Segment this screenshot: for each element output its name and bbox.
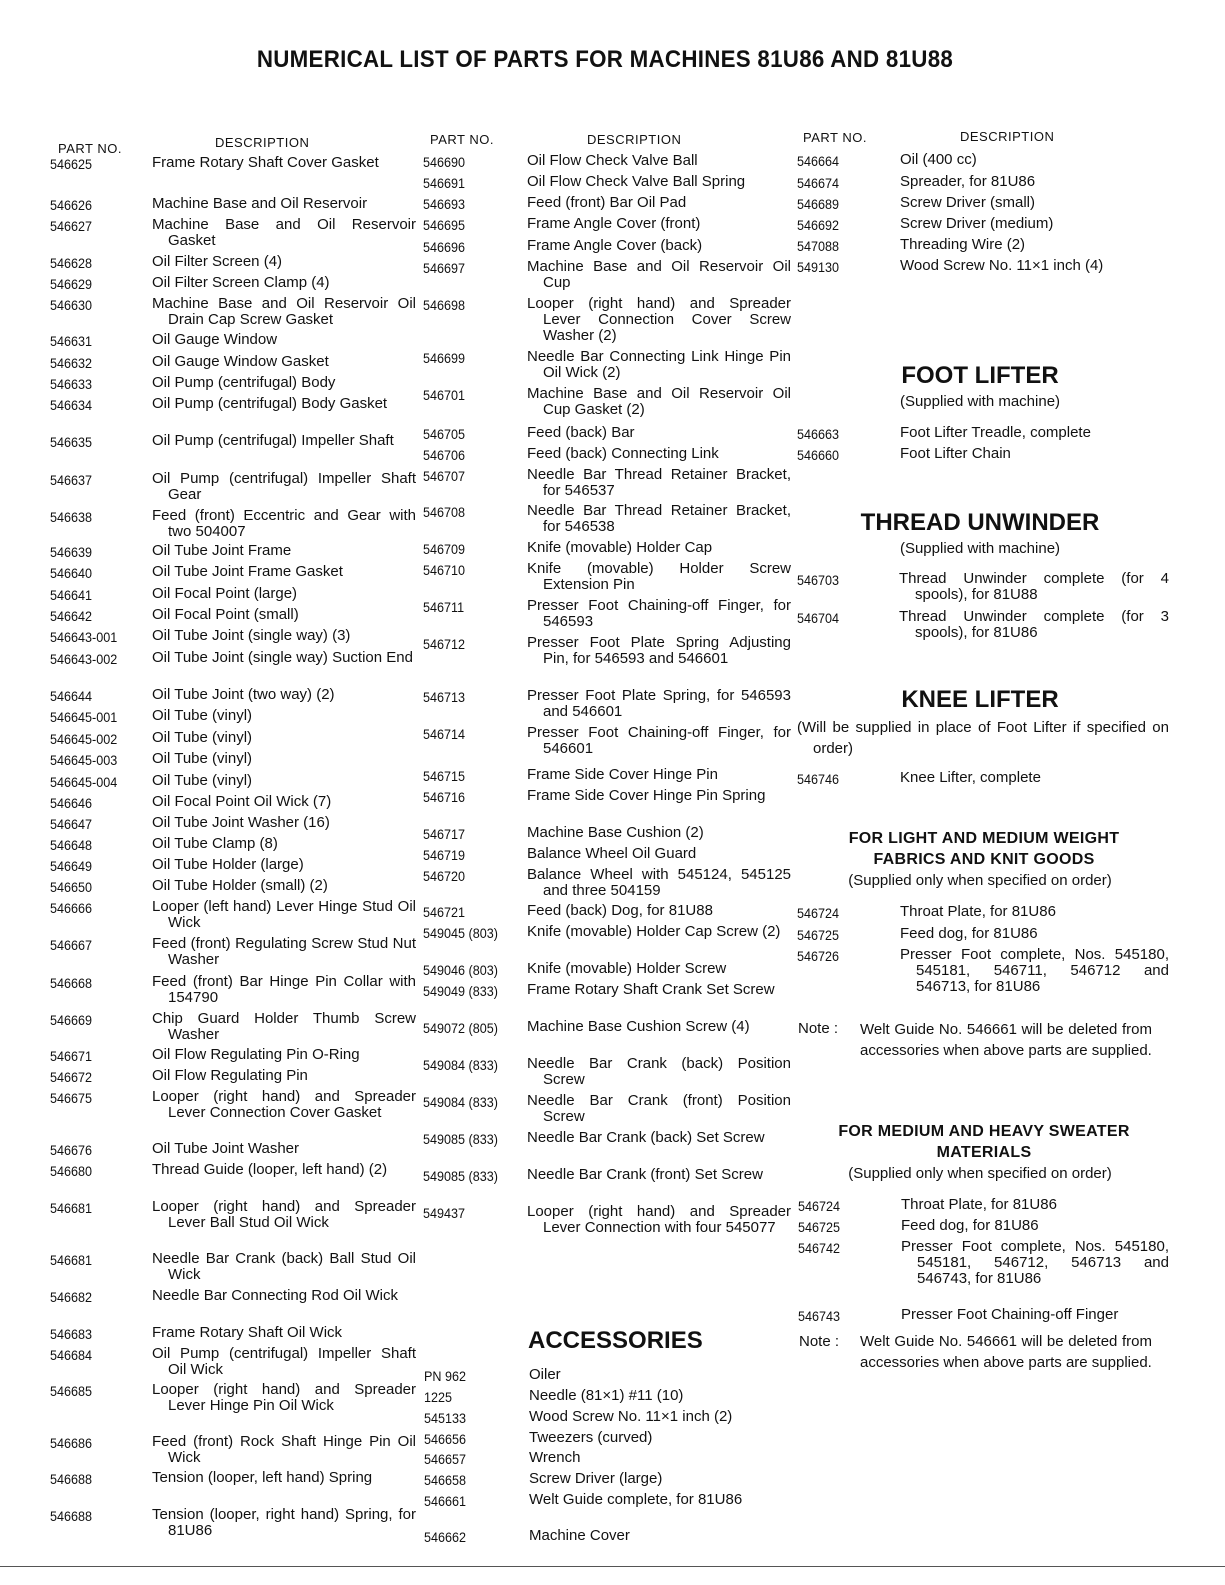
- part-number: 546661: [424, 1493, 467, 1509]
- part-description: Feed (back) Connecting Link: [527, 445, 719, 462]
- light-medium-heading-2: FABRICS AND KNIT GOODS: [873, 851, 1095, 868]
- part-number: 546631: [50, 333, 93, 349]
- part-description: Foot Lifter Treadle, complete: [900, 424, 1091, 441]
- part-number: 546637: [50, 472, 93, 488]
- part-number: PN 962: [424, 1368, 467, 1384]
- part-number: 546724: [798, 1198, 841, 1214]
- part-description: Spreader, for 81U86: [900, 173, 1036, 190]
- page-bottom-rule: [0, 1566, 1225, 1567]
- col3-partno-header: PART NO.: [803, 130, 867, 145]
- part-description: Looper (right hand) and Spreader Lever Connection Cover Screw Washer (2): [527, 295, 791, 344]
- part-number: 546671: [50, 1048, 93, 1064]
- sweater-sub: (Supplied only when specified on order): [848, 1165, 1112, 1182]
- part-number: 546689: [797, 196, 840, 212]
- part-number: 546669: [50, 1012, 93, 1028]
- accessories-heading: ACCESSORIES: [528, 1327, 703, 1354]
- part-description: Machine Base and Oil Reservoir Oil Drain Cap Screw Gasket: [152, 295, 416, 328]
- part-description: Knife (movable) Holder Cap: [527, 539, 713, 556]
- part-number: 549437: [423, 1205, 466, 1221]
- part-number: 546691: [423, 175, 466, 191]
- part-description: Looper (right hand) and Spreader Lever Connection with four 545077: [527, 1203, 791, 1236]
- part-description: Machine Base and Oil Reservoir: [152, 195, 368, 212]
- part-number: 546690: [423, 154, 466, 170]
- part-number: 546681: [50, 1252, 93, 1268]
- part-description: Needle Bar Crank (front) Position Screw: [527, 1092, 791, 1125]
- part-description: Thread Unwinder complete (for 4 spools), for 81U88: [899, 570, 1169, 603]
- part-number: 546684: [50, 1347, 93, 1363]
- part-description: Knife (movable) Holder Screw Extension Pin: [527, 560, 791, 593]
- part-description: Presser Foot complete, Nos. 545180, 545181, 546711, 546712 and 546713, for 81U86: [900, 946, 1169, 995]
- part-description: Oil Tube Joint Washer: [152, 1140, 300, 1157]
- knee-lifter-sub: (Will be supplied in place of Foot Lifter if specified on order): [797, 719, 1169, 757]
- part-number: 546645-003: [50, 752, 118, 768]
- part-number: 546672: [50, 1069, 93, 1085]
- part-description: Threading Wire (2): [900, 236, 1026, 253]
- part-description: Wrench: [529, 1449, 581, 1466]
- part-number: 546647: [50, 816, 93, 832]
- part-description: Machine Base and Oil Reservoir Oil Cup: [527, 258, 791, 291]
- part-number: 546633: [50, 376, 93, 392]
- part-number: 546693: [423, 196, 466, 212]
- part-description: Oil Filter Screen Clamp (4): [152, 274, 330, 291]
- part-number: 546663: [797, 426, 840, 442]
- part-description: Needle Bar Crank (front) Set Screw: [527, 1166, 763, 1183]
- light-medium-note: Welt Guide No. 546661 will be deleted from accessories when above parts are supplied.: [860, 1021, 1152, 1059]
- part-description: Wood Screw No. 11×1 inch (2): [529, 1408, 733, 1425]
- part-number: 546667: [50, 937, 93, 953]
- part-number: 549084 (833): [423, 1094, 498, 1110]
- part-description: Presser Foot Chaining-off Finger, for 546593: [527, 597, 791, 630]
- part-description: Frame Side Cover Hinge Pin: [527, 766, 718, 783]
- part-number: 546649: [50, 858, 93, 874]
- part-number: 546708: [423, 504, 466, 520]
- part-description: Feed dog, for 81U86: [901, 1217, 1039, 1234]
- part-description: Oil Tube Holder (small) (2): [152, 877, 328, 894]
- part-number: 546657: [424, 1451, 467, 1467]
- part-description: Tweezers (curved): [529, 1429, 653, 1446]
- part-description: Needle Bar Connecting Rod Oil Wick: [152, 1287, 398, 1304]
- part-description: Looper (left hand) Lever Hinge Stud Oil Wick: [152, 898, 416, 931]
- part-description: Needle Bar Crank (back) Ball Stud Oil Wick: [152, 1250, 416, 1283]
- part-number: 546709: [423, 541, 466, 557]
- part-description: Frame Rotary Shaft Crank Set Screw: [527, 981, 775, 998]
- part-number: 546681: [50, 1200, 93, 1216]
- part-number: 546645-001: [50, 709, 118, 725]
- part-description: Knife (movable) Holder Screw: [527, 960, 727, 977]
- foot-lifter-heading: FOOT LIFTER: [901, 362, 1059, 389]
- part-description: Balance Wheel Oil Guard: [527, 845, 697, 862]
- part-description: Screw Driver (small): [900, 194, 1035, 211]
- light-medium-heading-1: FOR LIGHT AND MEDIUM WEIGHT: [848, 830, 1120, 847]
- part-number: 546715: [423, 768, 466, 784]
- part-description: Knife (movable) Holder Cap Screw (2): [527, 923, 781, 940]
- part-number: 546650: [50, 879, 93, 895]
- part-description: Thread Guide (looper, left hand) (2): [152, 1161, 388, 1178]
- part-number: 549084 (833): [423, 1057, 498, 1073]
- part-number: 546686: [50, 1435, 93, 1451]
- part-number: 546695: [423, 217, 466, 233]
- part-number: 546725: [797, 927, 840, 943]
- part-description: Machine Cover: [529, 1527, 630, 1544]
- part-description: Thread Unwinder complete (for 3 spools), for 81U86: [899, 608, 1169, 641]
- part-number: 545133: [424, 1410, 467, 1426]
- col3-description-header: DESCRIPTION: [960, 129, 1055, 144]
- part-description: Oil Flow Check Valve Ball Spring: [527, 173, 746, 190]
- part-description: Oil Flow Regulating Pin O-Ring: [152, 1046, 360, 1063]
- part-number: 546685: [50, 1383, 93, 1399]
- part-number: 546683: [50, 1326, 93, 1342]
- part-number: 546641: [50, 587, 93, 603]
- part-number: 546644: [50, 688, 93, 704]
- part-description: Machine Base and Oil Reservoir Oil Cup Gasket (2): [527, 385, 791, 418]
- part-description: Presser Foot Chaining-off Finger, for 546601: [527, 724, 791, 757]
- sweater-note-label: Note :: [799, 1333, 840, 1350]
- part-description: Throat Plate, for 81U86: [901, 1196, 1057, 1213]
- part-number: 546656: [424, 1431, 467, 1447]
- part-number: 546646: [50, 795, 93, 811]
- part-number: 546643-002: [50, 651, 118, 667]
- part-description: Feed (back) Bar: [527, 424, 635, 441]
- part-description: Looper (right hand) and Spreader Lever Ball Stud Oil Wick: [152, 1198, 416, 1231]
- part-description: Oil Pump (centrifugal) Body Gasket: [152, 395, 388, 412]
- part-description: Wood Screw No. 11×1 inch (4): [900, 257, 1104, 274]
- part-number: 546720: [423, 868, 466, 884]
- part-description: Oil Tube (vinyl): [152, 707, 253, 724]
- part-number: 547088: [797, 238, 840, 254]
- part-number: 546658: [424, 1472, 467, 1488]
- part-description: Needle Bar Crank (back) Set Screw: [527, 1129, 765, 1146]
- part-number: 546645-002: [50, 731, 118, 747]
- part-description: Frame Side Cover Hinge Pin Spring: [527, 787, 766, 804]
- part-description: Oil Pump (centrifugal) Impeller Shaft Gear: [152, 470, 416, 503]
- part-description: Presser Foot Plate Spring, for 546593 and 546601: [527, 687, 791, 720]
- part-number: 546706: [423, 447, 466, 463]
- part-number: 546699: [423, 350, 466, 366]
- part-description: Tension (looper, left hand) Spring: [152, 1469, 373, 1486]
- part-description: Feed (front) Bar Oil Pad: [527, 194, 687, 211]
- part-description: Oil Focal Point (small): [152, 606, 299, 623]
- part-description: Throat Plate, for 81U86: [900, 903, 1056, 920]
- part-description: Oil Focal Point Oil Wick (7): [152, 793, 332, 810]
- col1-partno-header: PART NO.: [58, 141, 122, 156]
- part-number: 546742: [798, 1240, 841, 1256]
- col2-partno-header: PART NO.: [430, 132, 494, 147]
- part-description: Feed (back) Dog, for 81U88: [527, 902, 713, 919]
- part-number: 546675: [50, 1090, 93, 1106]
- part-description: Needle Bar Connecting Link Hinge Pin Oil Wick (2): [527, 348, 791, 381]
- part-description: Needle Bar Thread Retainer Bracket, for 546538: [527, 502, 791, 535]
- part-description: Oil Flow Regulating Pin: [152, 1067, 308, 1084]
- part-number: 546703: [797, 572, 840, 588]
- part-description: Oil Pump (centrifugal) Impeller Shaft Oil Wick: [152, 1345, 416, 1378]
- part-description: Feed (front) Regulating Screw Stud Nut Washer: [152, 935, 416, 968]
- part-number: 546707: [423, 468, 466, 484]
- part-number: 546719: [423, 847, 466, 863]
- sweater-heading-2: MATERIALS: [936, 1144, 1032, 1161]
- part-number: 546713: [423, 689, 466, 705]
- part-description: Oil Tube Joint Washer (16): [152, 814, 330, 831]
- part-number: 546660: [797, 447, 840, 463]
- part-number: 546648: [50, 837, 93, 853]
- part-number: 546688: [50, 1471, 93, 1487]
- part-number: 546725: [798, 1219, 841, 1235]
- part-number: 546726: [797, 948, 840, 964]
- part-description: Oil Gauge Window Gasket: [152, 353, 329, 370]
- sweater-heading-1: FOR MEDIUM AND HEAVY SWEATER: [838, 1123, 1130, 1140]
- sweater-note: Welt Guide No. 546661 will be deleted from accessories when above parts are supplied.: [860, 1333, 1152, 1371]
- part-number: 546664: [797, 153, 840, 169]
- part-description: Feed (front) Bar Hinge Pin Collar with 154790: [152, 973, 416, 1006]
- part-description: Welt Guide complete, for 81U86: [529, 1491, 743, 1508]
- part-number: 546668: [50, 975, 93, 991]
- part-number: 546697: [423, 260, 466, 276]
- part-description: Feed (front) Rock Shaft Hinge Pin Oil Wick: [152, 1433, 416, 1466]
- part-number: 546688: [50, 1508, 93, 1524]
- part-number: 549046 (803): [423, 962, 498, 978]
- part-number: 546696: [423, 239, 466, 255]
- foot-lifter-sub: (Supplied with machine): [899, 393, 1061, 410]
- part-description: Feed dog, for 81U86: [900, 925, 1038, 942]
- part-number: 546639: [50, 544, 93, 560]
- part-description: Needle Bar Crank (back) Position Screw: [527, 1055, 791, 1088]
- part-description: Frame Angle Cover (front): [527, 215, 701, 232]
- part-number: 546625: [50, 156, 93, 172]
- part-description: Balance Wheel with 545124, 545125 and three 504159: [527, 866, 791, 899]
- part-number: 546642: [50, 608, 93, 624]
- part-number: 546626: [50, 197, 93, 213]
- part-description: Presser Foot Plate Spring Adjusting Pin, for 546593 and 546601: [527, 634, 791, 667]
- part-description: Oil Tube Joint Frame Gasket: [152, 563, 343, 580]
- part-number: 1225: [424, 1389, 453, 1405]
- part-number: 546705: [423, 426, 466, 442]
- part-number: 549085 (833): [423, 1168, 498, 1184]
- part-number: 546721: [423, 904, 466, 920]
- part-number: 546704: [797, 610, 840, 626]
- part-description: Frame Rotary Shaft Cover Gasket: [152, 154, 379, 171]
- part-description: Screw Driver (medium): [900, 215, 1054, 232]
- part-description: Oil Tube Joint (single way) Suction End: [152, 649, 413, 666]
- part-number: 546714: [423, 726, 466, 742]
- part-description: Tension (looper, right hand) Spring, for 81U86: [152, 1506, 416, 1539]
- part-number: 549085 (833): [423, 1131, 498, 1147]
- part-number: 549045 (803): [423, 925, 498, 941]
- part-description: Presser Foot Chaining-off Finger: [901, 1306, 1119, 1323]
- part-description: Oil Tube (vinyl): [152, 772, 253, 789]
- part-description: Oil Tube (vinyl): [152, 729, 253, 746]
- part-number: 546634: [50, 397, 93, 413]
- part-number: 546716: [423, 789, 466, 805]
- part-number: 546710: [423, 562, 466, 578]
- part-description: Chip Guard Holder Thumb Screw Washer: [152, 1010, 416, 1043]
- part-description: Oil Tube Joint (two way) (2): [152, 686, 335, 703]
- part-number: 546666: [50, 900, 93, 916]
- part-description: Knee Lifter, complete: [900, 769, 1041, 786]
- thread-unwinder-sub: (Supplied with machine): [899, 540, 1061, 557]
- part-number: 546692: [797, 217, 840, 233]
- part-description: Feed (front) Eccentric and Gear with two 504007: [152, 507, 416, 540]
- part-number: 546638: [50, 509, 93, 525]
- part-number: 546676: [50, 1142, 93, 1158]
- part-number: 549049 (833): [423, 983, 498, 999]
- part-description: Frame Rotary Shaft Oil Wick: [152, 1324, 343, 1341]
- part-description: Oiler: [529, 1366, 561, 1383]
- part-description: Machine Base Cushion (2): [527, 824, 704, 841]
- part-number: 546682: [50, 1289, 93, 1305]
- part-description: Machine Base and Oil Reservoir Gasket: [152, 216, 416, 249]
- part-number: 546746: [797, 771, 840, 787]
- part-description: Frame Angle Cover (back): [527, 237, 703, 254]
- part-description: Oil Gauge Window: [152, 331, 278, 348]
- thread-unwinder-heading: THREAD UNWINDER: [860, 509, 1100, 536]
- col2-description-header: DESCRIPTION: [587, 132, 682, 147]
- part-description: Oil Tube Joint (single way) (3): [152, 627, 351, 644]
- light-medium-note-label: Note :: [798, 1020, 839, 1037]
- part-number: 546717: [423, 826, 466, 842]
- part-number: 546632: [50, 355, 93, 371]
- part-number: 546724: [797, 905, 840, 921]
- part-number: 546645-004: [50, 774, 118, 790]
- part-description: Machine Base Cushion Screw (4): [527, 1018, 750, 1035]
- part-description: Oil Pump (centrifugal) Body: [152, 374, 336, 391]
- part-description: Needle Bar Thread Retainer Bracket, for 546537: [527, 466, 791, 499]
- part-description: Oil (400 cc): [900, 151, 977, 168]
- part-number: 546640: [50, 565, 93, 581]
- part-description: Oil Focal Point (large): [152, 585, 298, 602]
- part-description: Oil Pump (centrifugal) Impeller Shaft: [152, 432, 394, 449]
- part-number: 546627: [50, 218, 93, 234]
- part-description: Looper (right hand) and Spreader Lever Hinge Pin Oil Wick: [152, 1381, 416, 1414]
- light-medium-sub: (Supplied only when specified on order): [848, 872, 1112, 889]
- part-description: Oil Filter Screen (4): [152, 253, 283, 270]
- part-description: Oil Tube (vinyl): [152, 750, 253, 767]
- col1-description-header: DESCRIPTION: [215, 135, 310, 150]
- part-number: 546701: [423, 387, 466, 403]
- part-description: Oil Tube Joint Frame: [152, 542, 292, 559]
- part-description: Foot Lifter Chain: [900, 445, 1011, 462]
- part-number: 546643-001: [50, 629, 118, 645]
- knee-lifter-heading: KNEE LIFTER: [901, 686, 1059, 713]
- part-description: Needle (81×1) #11 (10): [529, 1387, 684, 1404]
- part-number: 546635: [50, 434, 93, 450]
- part-description: Looper (right hand) and Spreader Lever Connection Cover Gasket: [152, 1088, 416, 1121]
- part-number: 549130: [797, 259, 840, 275]
- part-number: 546662: [424, 1529, 467, 1545]
- part-number: 546680: [50, 1163, 93, 1179]
- part-number: 546630: [50, 297, 93, 313]
- part-number: 546674: [797, 175, 840, 191]
- part-description: Oil Tube Clamp (8): [152, 835, 278, 852]
- part-number: 546629: [50, 276, 93, 292]
- part-description: Screw Driver (large): [529, 1470, 663, 1487]
- part-number: 546711: [423, 599, 465, 615]
- part-description: Presser Foot complete, Nos. 545180, 545181, 546712, 546713 and 546743, for 81U86: [901, 1238, 1169, 1287]
- part-description: Oil Flow Check Valve Ball: [527, 152, 698, 169]
- part-number: 549072 (805): [423, 1020, 498, 1036]
- part-number: 546712: [423, 636, 466, 652]
- part-number: 546698: [423, 297, 466, 313]
- part-number: 546743: [798, 1308, 841, 1324]
- part-number: 546628: [50, 255, 93, 271]
- part-description: Oil Tube Holder (large): [152, 856, 304, 873]
- page-title: NUMERICAL LIST OF PARTS FOR MACHINES 81U86 AND 81U88: [256, 46, 954, 73]
